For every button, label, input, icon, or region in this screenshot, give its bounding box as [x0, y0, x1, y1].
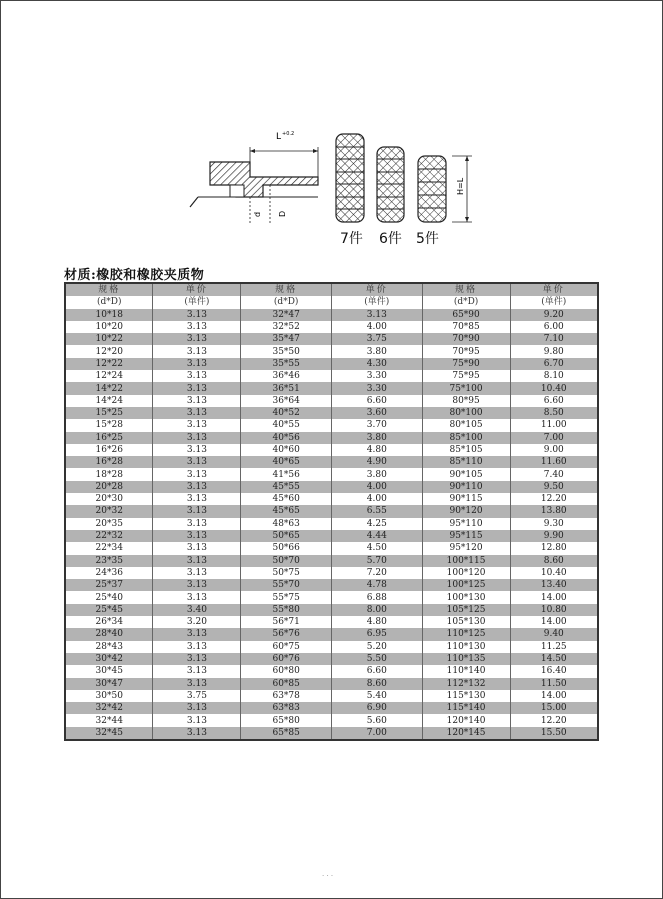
- price-cell: 8.00: [331, 604, 422, 616]
- spec-cell: 16*26: [65, 444, 153, 456]
- spec-cell: 100*125: [422, 579, 510, 591]
- spec-cell: 100*115: [422, 555, 510, 567]
- spec-cell: 95*120: [422, 542, 510, 554]
- price-cell: 3.13: [153, 309, 241, 321]
- spec-cell: 90*120: [422, 505, 510, 517]
- table-row: [65, 665, 598, 677]
- table-row: [65, 653, 598, 665]
- spec-cell: 35*55: [241, 358, 332, 370]
- price-cell: 3.13: [153, 382, 241, 394]
- price-cell: 13.40: [510, 579, 598, 591]
- spec-header: 规格: [422, 283, 510, 296]
- table-row: [65, 555, 598, 567]
- spec-cell: 55*80: [241, 604, 332, 616]
- spec-cell: 48*63: [241, 518, 332, 530]
- price-unit: (单件): [510, 296, 598, 308]
- price-cell: 6.70: [510, 358, 598, 370]
- price-header: 单价: [510, 283, 598, 296]
- price-cell: 3.70: [331, 419, 422, 431]
- table-row: [65, 690, 598, 702]
- price-cell: 3.13: [153, 665, 241, 677]
- spec-cell: 80*105: [422, 419, 510, 431]
- price-cell: 5.60: [331, 714, 422, 726]
- price-cell: 3.13: [153, 419, 241, 431]
- spec-cell: 28*40: [65, 628, 153, 640]
- price-cell: 10.40: [510, 567, 598, 579]
- spec-cell: 25*40: [65, 591, 153, 603]
- spec-cell: 95*110: [422, 518, 510, 530]
- price-cell: 4.00: [331, 321, 422, 333]
- price-cell: 3.13: [153, 370, 241, 382]
- spec-cell: 36*46: [241, 370, 332, 382]
- price-cell: 6.88: [331, 591, 422, 603]
- table-row: [65, 727, 598, 740]
- spec-cell: 90*110: [422, 481, 510, 493]
- price-cell: 3.13: [153, 714, 241, 726]
- spec-cell: 70*85: [422, 321, 510, 333]
- table-row: [65, 395, 598, 407]
- spec-cell: 90*115: [422, 493, 510, 505]
- price-cell: 14.00: [510, 616, 598, 628]
- table-row: [65, 358, 598, 370]
- spec-cell: 40*52: [241, 407, 332, 419]
- spec-cell: 45*65: [241, 505, 332, 517]
- spec-cell: 41*56: [241, 468, 332, 480]
- spec-cell: 20*28: [65, 481, 153, 493]
- price-cell: 3.13: [153, 468, 241, 480]
- price-cell: 3.30: [331, 382, 422, 394]
- price-cell: 14.00: [510, 690, 598, 702]
- spec-cell: 22*34: [65, 542, 153, 554]
- spec-cell: 32*44: [65, 714, 153, 726]
- price-cell: 3.13: [153, 678, 241, 690]
- table-row: [65, 505, 598, 517]
- spec-cell: 75*90: [422, 358, 510, 370]
- length-label: L: [276, 132, 282, 142]
- spec-cell: 56*71: [241, 616, 332, 628]
- table-header-row: [65, 283, 598, 296]
- price-unit: (单件): [153, 296, 241, 308]
- packing-diagram: [188, 125, 488, 250]
- spec-cell: 75*100: [422, 382, 510, 394]
- spec-cell: 60*80: [241, 665, 332, 677]
- outer-dia-label: D: [278, 210, 287, 217]
- price-cell: 4.25: [331, 518, 422, 530]
- price-cell: 5.40: [331, 690, 422, 702]
- price-cell: 3.75: [331, 333, 422, 345]
- spec-cell: 32*47: [241, 309, 332, 321]
- spec-cell: 40*60: [241, 444, 332, 456]
- price-cell: 6.55: [331, 505, 422, 517]
- price-cell: 8.60: [331, 678, 422, 690]
- footer-mark: · · ·: [322, 872, 334, 880]
- price-cell: 6.60: [510, 395, 598, 407]
- spec-cell: 85*110: [422, 456, 510, 468]
- price-cell: 7.00: [331, 727, 422, 740]
- piece-count-5: 5件: [416, 231, 439, 247]
- price-cell: 8.60: [510, 555, 598, 567]
- price-cell: 9.40: [510, 628, 598, 640]
- spec-cell: 30*50: [65, 690, 153, 702]
- spec-cell: 63*78: [241, 690, 332, 702]
- spec-header: 规格: [65, 283, 153, 296]
- table-row: [65, 579, 598, 591]
- spec-cell: 30*45: [65, 665, 153, 677]
- tolerance-label: +0.2: [282, 131, 295, 137]
- price-cell: 4.30: [331, 358, 422, 370]
- price-cell: 4.00: [331, 481, 422, 493]
- spec-cell: 22*32: [65, 530, 153, 542]
- spec-cell: 80*95: [422, 395, 510, 407]
- price-cell: 4.44: [331, 530, 422, 542]
- spec-cell: 36*64: [241, 395, 332, 407]
- price-cell: 3.13: [153, 493, 241, 505]
- spec-cell: 25*37: [65, 579, 153, 591]
- spec-cell: 26*34: [65, 616, 153, 628]
- table-row: [65, 432, 598, 444]
- spec-cell: 112*132: [422, 678, 510, 690]
- price-cell: 15.50: [510, 727, 598, 740]
- price-cell: 9.90: [510, 530, 598, 542]
- price-cell: 4.00: [331, 493, 422, 505]
- price-cell: 3.13: [153, 481, 241, 493]
- price-cell: 9.30: [510, 518, 598, 530]
- spec-unit: (d*D): [422, 296, 510, 308]
- spec-cell: 65*80: [241, 714, 332, 726]
- price-cell: 12.20: [510, 493, 598, 505]
- spec-unit: (d*D): [65, 296, 153, 308]
- spec-cell: 35*47: [241, 333, 332, 345]
- price-cell: 6.95: [331, 628, 422, 640]
- packing-stack-6: [377, 147, 404, 222]
- price-cell: 5.50: [331, 653, 422, 665]
- table-row: [65, 382, 598, 394]
- table-row: [65, 481, 598, 493]
- spec-cell: 55*70: [241, 579, 332, 591]
- spec-cell: 85*105: [422, 444, 510, 456]
- price-cell: 12.80: [510, 542, 598, 554]
- spec-cell: 85*100: [422, 432, 510, 444]
- spec-cell: 30*47: [65, 678, 153, 690]
- spec-cell: 56*76: [241, 628, 332, 640]
- price-cell: 3.80: [331, 432, 422, 444]
- spec-cell: 110*125: [422, 628, 510, 640]
- spec-cell: 25*45: [65, 604, 153, 616]
- table-row: [65, 628, 598, 640]
- spec-cell: 80*100: [422, 407, 510, 419]
- price-cell: 4.78: [331, 579, 422, 591]
- spec-cell: 32*45: [65, 727, 153, 740]
- price-cell: 11.60: [510, 456, 598, 468]
- spec-cell: 40*56: [241, 432, 332, 444]
- price-cell: 3.13: [153, 653, 241, 665]
- spec-cell: 40*55: [241, 419, 332, 431]
- price-cell: 3.13: [153, 567, 241, 579]
- price-header: 单价: [331, 283, 422, 296]
- spec-cell: 10*22: [65, 333, 153, 345]
- table-unit-row: [65, 296, 598, 308]
- spec-cell: 30*42: [65, 653, 153, 665]
- price-cell: 3.13: [153, 432, 241, 444]
- price-cell: 5.20: [331, 641, 422, 653]
- price-cell: 3.13: [153, 555, 241, 567]
- spec-cell: 115*140: [422, 702, 510, 714]
- spec-cell: 10*18: [65, 309, 153, 321]
- price-cell: 4.80: [331, 444, 422, 456]
- spec-cell: 35*50: [241, 345, 332, 357]
- price-unit: (单件): [331, 296, 422, 308]
- spec-cell: 50*70: [241, 555, 332, 567]
- spec-cell: 32*42: [65, 702, 153, 714]
- price-cell: 3.13: [153, 505, 241, 517]
- price-cell: 3.13: [153, 395, 241, 407]
- price-cell: 13.80: [510, 505, 598, 517]
- spec-cell: 50*66: [241, 542, 332, 554]
- table-row: [65, 333, 598, 345]
- price-cell: 7.20: [331, 567, 422, 579]
- table-row: [65, 530, 598, 542]
- spec-cell: 110*140: [422, 665, 510, 677]
- spec-cell: 50*65: [241, 530, 332, 542]
- height-label: H=L: [456, 177, 465, 195]
- spec-cell: 36*51: [241, 382, 332, 394]
- price-cell: 9.00: [510, 444, 598, 456]
- table-row: [65, 370, 598, 382]
- spec-cell: 20*35: [65, 518, 153, 530]
- spec-cell: 60*76: [241, 653, 332, 665]
- spec-cell: 100*130: [422, 591, 510, 603]
- table-row: [65, 604, 598, 616]
- spec-cell: 63*83: [241, 702, 332, 714]
- spec-cell: 45*60: [241, 493, 332, 505]
- spec-unit: (d*D): [241, 296, 332, 308]
- spec-cell: 65*85: [241, 727, 332, 740]
- price-cell: 6.60: [331, 395, 422, 407]
- spec-cell: 10*20: [65, 321, 153, 333]
- spec-cell: 70*95: [422, 345, 510, 357]
- price-cell: 3.13: [153, 456, 241, 468]
- spec-cell: 12*22: [65, 358, 153, 370]
- spec-cell: 16*28: [65, 456, 153, 468]
- spec-cell: 20*30: [65, 493, 153, 505]
- price-cell: 3.13: [153, 407, 241, 419]
- price-cell: 15.00: [510, 702, 598, 714]
- price-cell: 3.20: [153, 616, 241, 628]
- piece-count-6: 6件: [379, 231, 402, 247]
- price-cell: 5.70: [331, 555, 422, 567]
- spec-cell: 110*130: [422, 641, 510, 653]
- price-cell: 3.13: [331, 309, 422, 321]
- table-row: [65, 407, 598, 419]
- price-cell: 3.40: [153, 604, 241, 616]
- spec-cell: 105*125: [422, 604, 510, 616]
- spec-cell: 28*43: [65, 641, 153, 653]
- spec-cell: 120*140: [422, 714, 510, 726]
- spec-cell: 32*52: [241, 321, 332, 333]
- table-row: [65, 321, 598, 333]
- price-cell: 11.25: [510, 641, 598, 653]
- price-cell: 3.13: [153, 333, 241, 345]
- price-cell: 3.13: [153, 591, 241, 603]
- spec-cell: 55*75: [241, 591, 332, 603]
- spec-cell: 50*75: [241, 567, 332, 579]
- price-cell: 3.13: [153, 641, 241, 653]
- packing-stack-7: [336, 134, 364, 222]
- spec-cell: 70*90: [422, 333, 510, 345]
- spec-cell: 12*24: [65, 370, 153, 382]
- price-cell: 10.80: [510, 604, 598, 616]
- table-row: [65, 542, 598, 554]
- price-cell: 3.75: [153, 690, 241, 702]
- spec-cell: 75*95: [422, 370, 510, 382]
- price-cell: 9.20: [510, 309, 598, 321]
- table-row: [65, 702, 598, 714]
- price-table: [64, 282, 599, 741]
- spec-cell: 115*130: [422, 690, 510, 702]
- table-row: [65, 419, 598, 431]
- spec-cell: 60*85: [241, 678, 332, 690]
- spec-cell: 65*90: [422, 309, 510, 321]
- price-cell: 3.13: [153, 542, 241, 554]
- price-cell: 14.50: [510, 653, 598, 665]
- table-row: [65, 456, 598, 468]
- price-cell: 8.50: [510, 407, 598, 419]
- spec-cell: 120*145: [422, 727, 510, 740]
- price-cell: 3.80: [331, 345, 422, 357]
- table-row: [65, 444, 598, 456]
- table-row: [65, 345, 598, 357]
- price-cell: 7.00: [510, 432, 598, 444]
- spec-cell: 14*22: [65, 382, 153, 394]
- price-cell: 9.50: [510, 481, 598, 493]
- table-row: [65, 678, 598, 690]
- price-cell: 3.13: [153, 518, 241, 530]
- price-cell: 3.13: [153, 579, 241, 591]
- price-cell: 12.20: [510, 714, 598, 726]
- price-cell: 14.00: [510, 591, 598, 603]
- price-cell: 9.80: [510, 345, 598, 357]
- price-cell: 16.40: [510, 665, 598, 677]
- spec-cell: 16*25: [65, 432, 153, 444]
- spec-cell: 23*35: [65, 555, 153, 567]
- material-title: 材质:橡胶和橡胶夹质物: [64, 268, 205, 283]
- price-cell: 3.13: [153, 358, 241, 370]
- price-cell: 7.10: [510, 333, 598, 345]
- price-cell: 4.50: [331, 542, 422, 554]
- price-cell: 7.40: [510, 468, 598, 480]
- price-cell: 8.10: [510, 370, 598, 382]
- price-cell: 6.00: [510, 321, 598, 333]
- table-row: [65, 518, 598, 530]
- spec-cell: 15*25: [65, 407, 153, 419]
- spec-header: 规格: [241, 283, 332, 296]
- spec-cell: 12*20: [65, 345, 153, 357]
- price-cell: 3.13: [153, 321, 241, 333]
- spec-cell: 20*32: [65, 505, 153, 517]
- table-row: [65, 493, 598, 505]
- price-cell: 4.90: [331, 456, 422, 468]
- table-row: [65, 591, 598, 603]
- price-cell: 3.13: [153, 345, 241, 357]
- spec-cell: 45*55: [241, 481, 332, 493]
- spec-cell: 18*28: [65, 468, 153, 480]
- table-row: [65, 714, 598, 726]
- price-cell: 10.40: [510, 382, 598, 394]
- table-row: [65, 567, 598, 579]
- spec-cell: 15*28: [65, 419, 153, 431]
- spec-cell: 24*36: [65, 567, 153, 579]
- price-cell: 6.90: [331, 702, 422, 714]
- piece-count-7: 7件: [340, 231, 363, 247]
- inner-dia-label: d: [253, 211, 262, 217]
- spec-cell: 95*115: [422, 530, 510, 542]
- spec-cell: 60*75: [241, 641, 332, 653]
- price-cell: 3.30: [331, 370, 422, 382]
- spec-cell: 90*105: [422, 468, 510, 480]
- table-row: [65, 309, 598, 321]
- price-cell: 11.50: [510, 678, 598, 690]
- price-cell: 3.13: [153, 628, 241, 640]
- price-cell: 3.13: [153, 702, 241, 714]
- spec-cell: 14*24: [65, 395, 153, 407]
- price-cell: 4.80: [331, 616, 422, 628]
- table-row: [65, 468, 598, 480]
- table-row: [65, 641, 598, 653]
- table-row: [65, 616, 598, 628]
- price-cell: 3.80: [331, 468, 422, 480]
- price-cell: 11.00: [510, 419, 598, 431]
- price-cell: 3.60: [331, 407, 422, 419]
- price-cell: 3.13: [153, 530, 241, 542]
- price-cell: 3.13: [153, 444, 241, 456]
- spec-cell: 105*130: [422, 616, 510, 628]
- spec-cell: 100*120: [422, 567, 510, 579]
- price-cell: 3.13: [153, 727, 241, 740]
- spec-cell: 110*135: [422, 653, 510, 665]
- price-header: 单价: [153, 283, 241, 296]
- spec-cell: 40*65: [241, 456, 332, 468]
- price-cell: 6.60: [331, 665, 422, 677]
